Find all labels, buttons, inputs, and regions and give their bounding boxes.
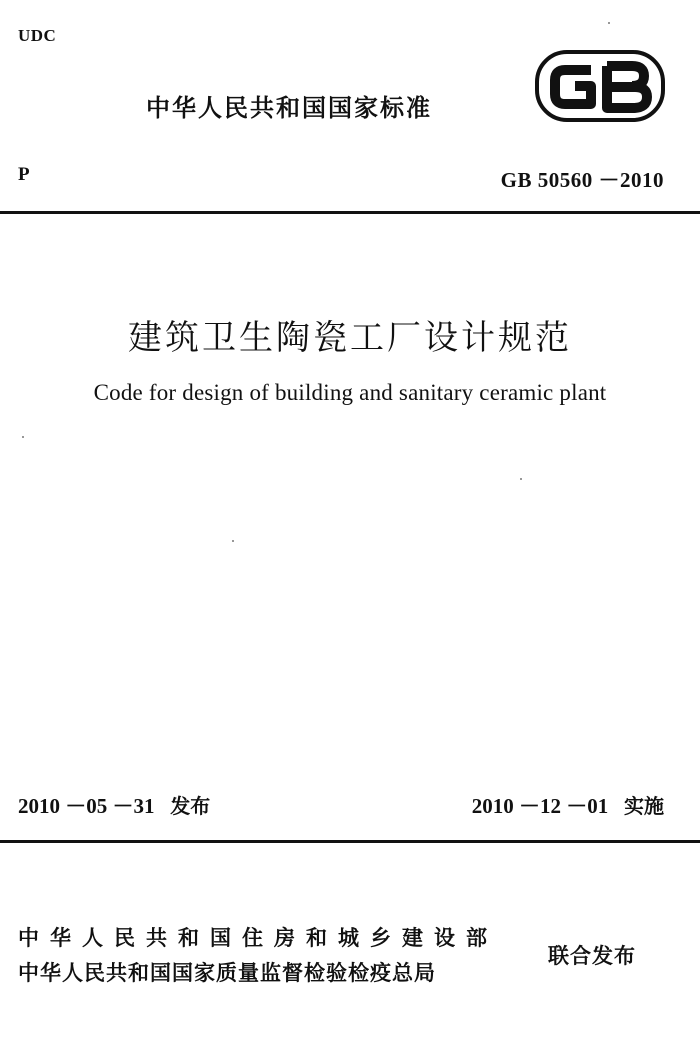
- scan-speck: [520, 478, 522, 480]
- bottom-divider: [0, 840, 700, 843]
- standard-number: GB 50560 －2010: [500, 168, 664, 192]
- issue-date: 2010 －05 －31: [18, 794, 155, 818]
- issue-label: 发布: [170, 794, 211, 818]
- implement-date-block: [472, 790, 664, 820]
- classification-code: P: [18, 164, 30, 185]
- implement-label: 实施: [624, 794, 664, 818]
- issuer-aqsiq: 中华人民共和国国家质量监督检验检疫总局: [18, 961, 436, 985]
- implement-date: 2010 －12 －01: [471, 794, 609, 818]
- gb-logo: [535, 50, 665, 122]
- udc-label: UDC: [18, 26, 57, 45]
- issue-date-block: [18, 790, 210, 820]
- joint-issue-label: 联合发布: [548, 944, 636, 968]
- title-english: Code for design of building and sanitary ceramic plant: [93, 380, 607, 405]
- standard-type-title: 中华人民共和国国家标准: [146, 94, 432, 122]
- scan-speck: [22, 436, 24, 438]
- title-chinese: 建筑卫生陶瓷工厂设计规范: [128, 318, 572, 358]
- scan-speck: [232, 540, 234, 542]
- top-divider: [0, 211, 700, 214]
- scan-speck: [608, 22, 610, 24]
- issuer-ministry-housing: 中华人民共和国住房和城乡建设部: [18, 926, 498, 950]
